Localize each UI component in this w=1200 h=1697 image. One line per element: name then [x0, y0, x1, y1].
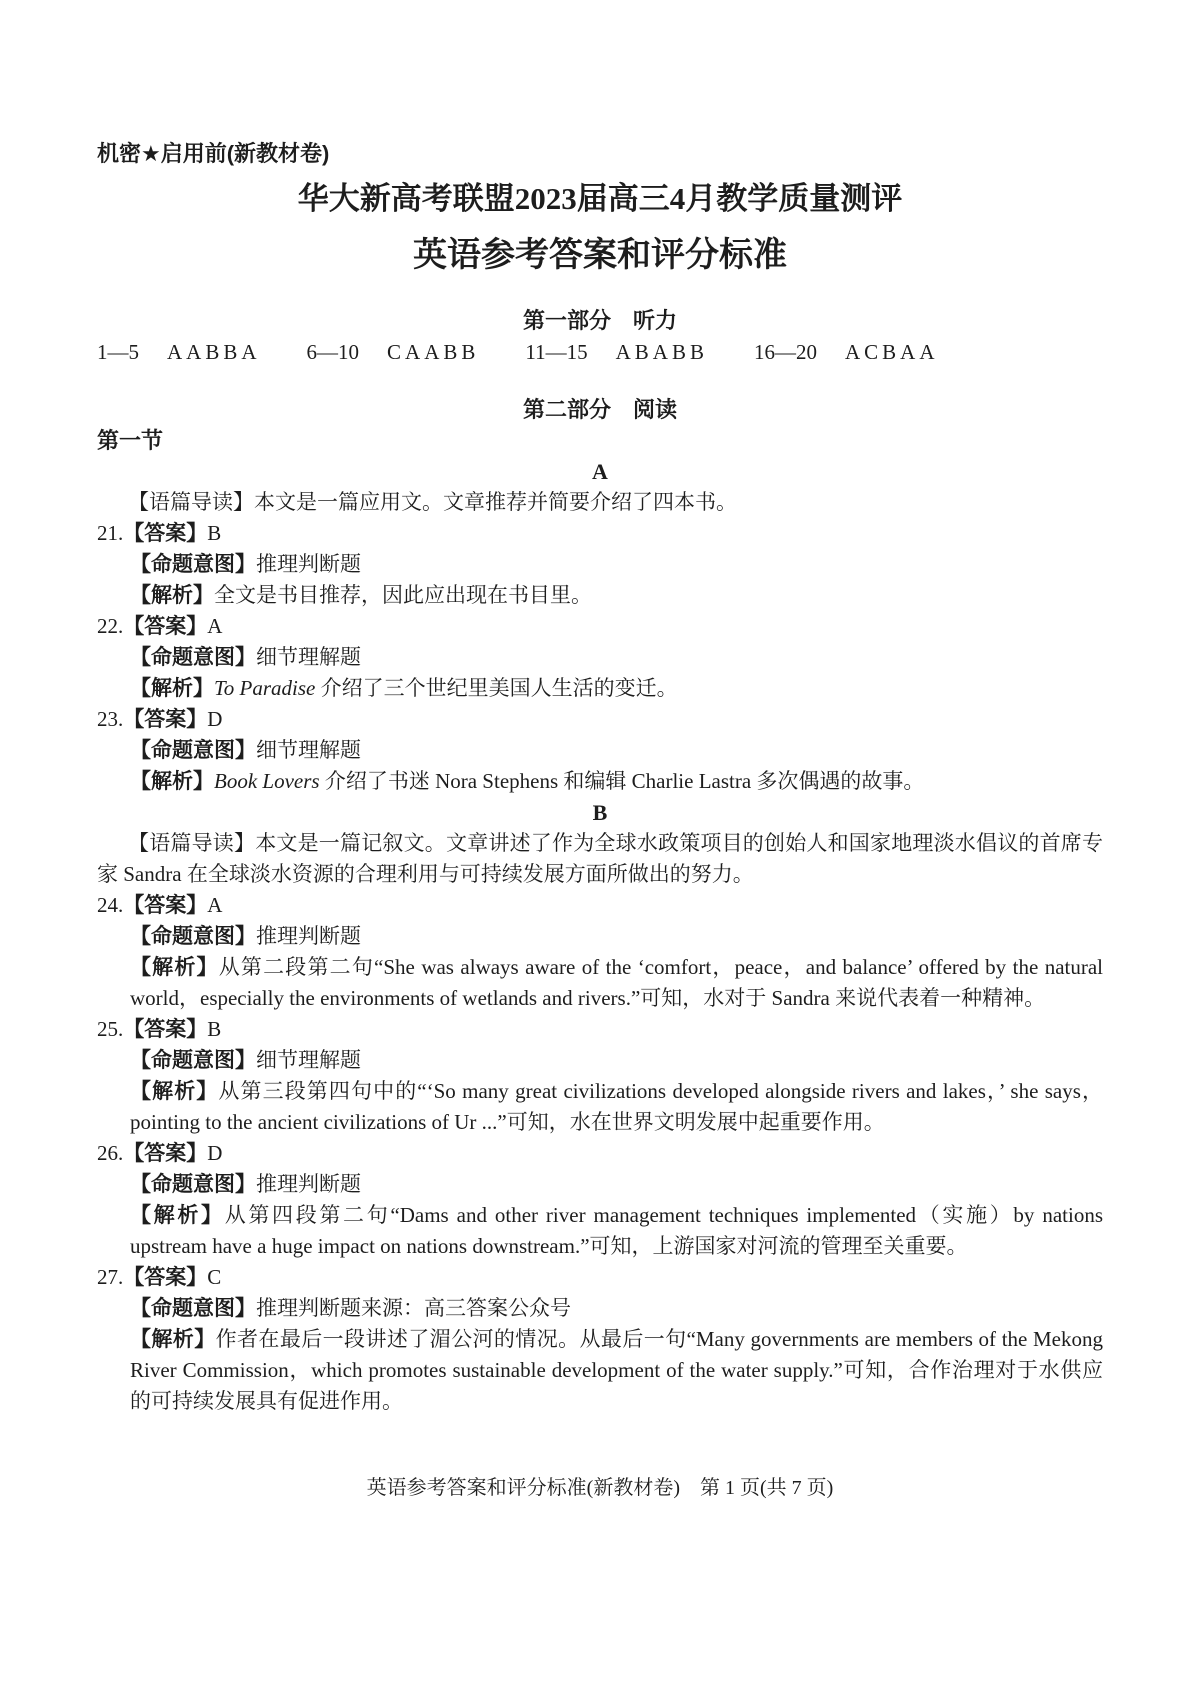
intent-text: 推理判断题来源：高三答案公众号: [256, 1296, 571, 1320]
answer-value: B: [207, 521, 222, 545]
question-22-block: [97, 611, 1103, 704]
analysis-line: [130, 952, 1103, 1014]
answer-label: 【答案】: [123, 522, 208, 545]
analysis-line: [130, 580, 1103, 611]
answer-group-1: [97, 337, 261, 368]
question-21-block: [97, 518, 1103, 611]
answer-group-3: [525, 337, 708, 368]
document-subtitle: 英语参考答案和评分标准: [413, 237, 787, 274]
answer-label: 【答案】: [123, 1266, 208, 1289]
analysis-line: [130, 1200, 1103, 1262]
page-footer: 英语参考答案和评分标准(新教材卷) 第 1 页(共 7 页): [366, 1477, 834, 1499]
question-23-block: [97, 704, 1103, 797]
answer-letters: ACBAA: [844, 340, 939, 364]
intent-label: 【命题意图】: [130, 553, 256, 576]
answer-range: 16—20: [753, 340, 817, 364]
book-title-italic: Book Lovers: [214, 769, 320, 793]
question-number: 27.: [97, 1265, 124, 1289]
intent-text: 推理判断题: [256, 1172, 361, 1196]
analysis-label: 【解析】: [130, 1080, 219, 1103]
answer-range: 1—5: [97, 340, 139, 364]
answer-line: [97, 518, 1103, 549]
answer-line: [97, 704, 1103, 735]
analysis-text: 介绍了三个世纪里美国人生活的变迁。: [315, 676, 678, 700]
analysis-line: [130, 766, 1103, 797]
answer-value: D: [207, 1141, 223, 1165]
answer-value: C: [207, 1265, 222, 1289]
analysis-label: 【解析】: [130, 1204, 225, 1227]
analysis-text: 从第三段第四句中的“‘So many great civilizations developed alongside rivers and lakes，’ she says，pointing to the ancient civilizations of Ur ...”可知，水在世界文明发展中起重要作用。: [130, 1079, 1104, 1134]
intent-line: [130, 1169, 1103, 1200]
analysis-label: 【解析】: [130, 584, 214, 607]
answer-value: A: [207, 614, 223, 638]
answer-range: 6—10: [306, 340, 360, 364]
answer-letters: CAABB: [387, 340, 480, 364]
answer-label: 【答案】: [123, 708, 208, 731]
question-26-block: [97, 1138, 1103, 1262]
intent-line: [130, 549, 1103, 580]
question-number: 22.: [97, 614, 124, 638]
question-25-block: [97, 1014, 1103, 1138]
intent-line: [130, 1045, 1103, 1076]
answer-line: [97, 1262, 1103, 1293]
passage-b-label: B: [592, 800, 608, 825]
analysis-text: 介绍了书迷 Nora Stephens 和编辑 Charlie Lastra 多次偶遇的故事。: [319, 769, 925, 793]
answer-value: B: [207, 1017, 222, 1041]
analysis-text: 全文是书目推荐，因此应出现在书目里。: [214, 583, 592, 607]
answer-label: 【答案】: [123, 1018, 208, 1041]
question-number: 26.: [97, 1141, 124, 1165]
answer-value: D: [207, 707, 223, 731]
answer-line: [97, 1014, 1103, 1045]
analysis-line: [130, 1324, 1103, 1417]
answer-group-4: [754, 337, 939, 368]
answer-group-2: [307, 337, 480, 368]
question-27-block: [97, 1262, 1103, 1417]
intent-label: 【命题意图】: [130, 646, 256, 669]
classification-label: 机密★启用前(新教材卷): [97, 141, 330, 166]
intent-label: 【命题意图】: [130, 1297, 256, 1320]
question-24-block: [97, 890, 1103, 1014]
answer-line: [97, 890, 1103, 921]
analysis-text: 作者在最后一段讲述了湄公河的情况。从最后一句“Many governments are members of the Mekong River Commission，which promotes sustainable development of the water supply.”可知，合作治理对于水供应的可持续发展具有促进作用。: [130, 1327, 1103, 1413]
analysis-line: [130, 673, 1103, 704]
question-number: 23.: [97, 707, 124, 731]
answer-value: A: [207, 893, 223, 917]
intent-line: [130, 921, 1103, 952]
answer-line: [97, 1138, 1103, 1169]
passage-b-intro: 【语篇导读】本文是一篇记叙文。文章讲述了作为全球水政策项目的创始人和国家地理淡水倡议的首席专家 Sandra 在全球淡水资源的合理利用与可持续发展方面所做出的努力。: [97, 831, 1103, 886]
intent-label: 【命题意图】: [130, 1049, 256, 1072]
answer-label: 【答案】: [123, 615, 208, 638]
listening-answers-row: [97, 337, 1103, 368]
answer-range: 11—15: [525, 340, 588, 364]
analysis-text: 从第四段第二句“Dams and other river management techniques implemented（实施）by nations upstream have a huge impact on nations downstream.”可知，上游国家对河流的管理至关重要。: [130, 1203, 1104, 1258]
answer-letters: ABABB: [615, 340, 708, 364]
intent-text: 细节理解题: [256, 1048, 361, 1072]
analysis-label: 【解析】: [130, 1328, 216, 1351]
intent-line: [130, 1293, 1103, 1324]
passage-a-label: A: [592, 459, 608, 484]
part1-heading: 第一部分 听力: [522, 308, 677, 333]
analysis-line: [130, 1076, 1103, 1138]
answer-label: 【答案】: [123, 1142, 208, 1165]
answer-letters: AABBA: [167, 340, 261, 364]
answer-line: [97, 611, 1103, 642]
book-title-italic: To Paradise: [214, 676, 316, 700]
intent-text: 细节理解题: [256, 738, 361, 762]
document-title: 华大新高考联盟2023届高三4月教学质量测评: [297, 181, 903, 216]
analysis-text: 从第二段第二句“She was always aware of the ‘comfort，peace，and balance’ offered by the natural world，especially the environments of wetlands and rivers.”可知，水对于 Sandra 来说代表着一种精神。: [130, 955, 1104, 1010]
intent-line: [130, 642, 1103, 673]
analysis-label: 【解析】: [130, 956, 219, 979]
analysis-label: 【解析】: [130, 677, 214, 700]
intent-label: 【命题意图】: [130, 925, 256, 948]
intent-line: [130, 735, 1103, 766]
question-number: 21.: [97, 521, 124, 545]
intent-text: 推理判断题: [256, 552, 361, 576]
intent-label: 【命题意图】: [130, 739, 256, 762]
question-number: 24.: [97, 893, 124, 917]
intent-text: 推理判断题: [256, 924, 361, 948]
part2-heading: 第二部分 阅读: [522, 397, 677, 422]
answer-label: 【答案】: [123, 894, 208, 917]
section1-label: 第一节: [97, 428, 164, 453]
analysis-label: 【解析】: [130, 770, 214, 793]
intent-text: 细节理解题: [256, 645, 361, 669]
passage-a-intro: 【语篇导读】本文是一篇应用文。文章推荐并简要介绍了四本书。: [128, 490, 737, 514]
question-number: 25.: [97, 1017, 124, 1041]
intent-label: 【命题意图】: [130, 1173, 256, 1196]
